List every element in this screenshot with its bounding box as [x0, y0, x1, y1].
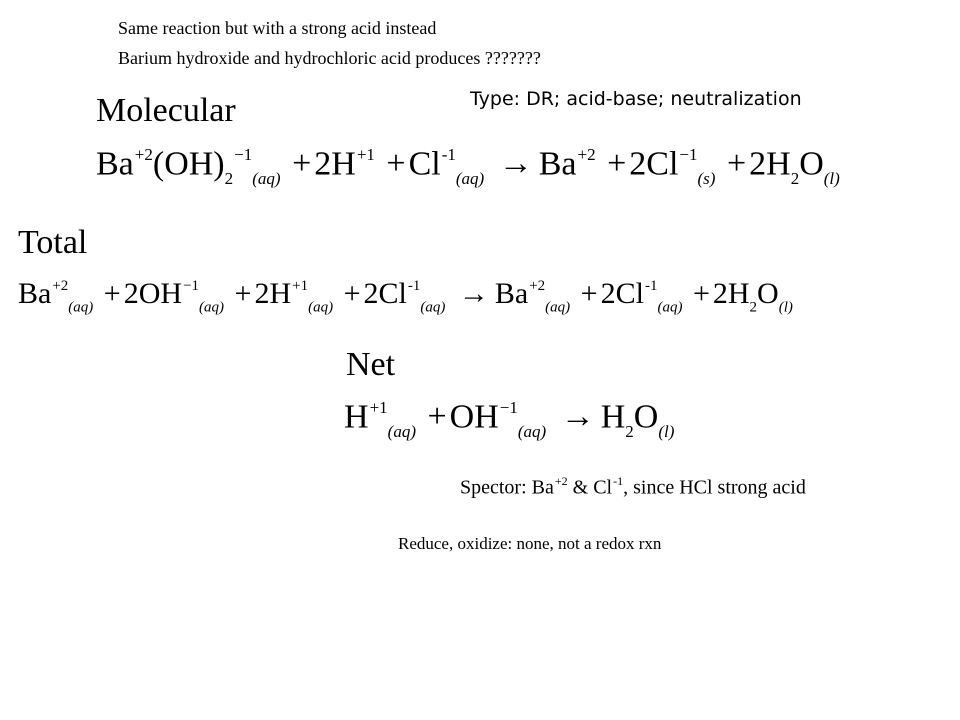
total-cl-2-state: (aq)	[657, 299, 683, 316]
net-water-sub: 2	[625, 421, 634, 441]
total-plus-3: +	[343, 277, 361, 310]
molecular-equation	[96, 146, 840, 187]
total-plus-1: +	[103, 277, 121, 310]
molecular-cl: Cl	[408, 145, 441, 183]
total-water-sub: 2	[749, 299, 758, 316]
total-heading: Total	[18, 224, 88, 261]
total-ba-charge: +2	[52, 278, 69, 295]
net-heading: Net	[346, 346, 396, 383]
net-h-charge: +1	[369, 398, 388, 417]
molecular-cl-2: 2Cl	[629, 145, 679, 183]
molecular-water-sub: 2	[790, 168, 800, 188]
total-cl: 2Cl	[363, 277, 407, 310]
molecular-heading: Molecular	[96, 92, 236, 129]
molecular-cl-charge: -1	[441, 145, 456, 164]
total-ba-2-charge: +2	[529, 278, 546, 295]
net-water-h: H	[600, 398, 626, 436]
net-h-state: (aq)	[387, 421, 416, 441]
total-h: 2H	[254, 277, 292, 310]
total-plus-4: +	[580, 277, 598, 310]
molecular-oh-group: (OH)	[152, 145, 225, 183]
total-plus-5: +	[692, 277, 710, 310]
spectator-ba-charge: +2	[554, 474, 568, 488]
net-oh-state: (aq)	[517, 421, 547, 441]
total-water-o: O	[757, 277, 779, 310]
molecular-h: 2H	[314, 145, 356, 183]
reaction-type: Type: DR; acid-base; neutralization	[470, 88, 802, 110]
molecular-water-state: (l)	[823, 168, 840, 188]
molecular-plus-3: +	[607, 145, 627, 183]
net-oh: OH	[449, 398, 499, 436]
total-oh: 2OH	[123, 277, 183, 310]
net-oh-charge: −1	[499, 398, 518, 417]
molecular-plus-2: +	[386, 145, 406, 183]
total-cl-state: (aq)	[420, 299, 446, 316]
molecular-ba-2: Ba	[538, 145, 577, 183]
total-ba-state: (aq)	[68, 299, 94, 316]
total-water-h: 2H	[712, 277, 750, 310]
net-water-state: (l)	[658, 421, 675, 441]
total-ba-2: Ba	[494, 277, 529, 310]
total-h-charge: +1	[292, 278, 309, 295]
spectator-amp: & Cl	[567, 476, 613, 499]
total-plus-2: +	[234, 277, 252, 310]
spectator-line	[460, 474, 806, 499]
molecular-cl-2-charge: −1	[679, 145, 698, 164]
total-oh-charge: −1	[183, 278, 200, 295]
total-ba: Ba	[18, 277, 52, 310]
total-cl-2-charge: -1	[644, 278, 658, 295]
intro-line-1: Same reaction but with a strong acid instead	[118, 18, 437, 38]
molecular-oh-count: 2	[224, 168, 234, 188]
molecular-plus-4: +	[726, 145, 747, 183]
molecular-ba: Ba	[96, 145, 134, 183]
molecular-cl-2-state: (s)	[697, 168, 716, 188]
total-equation	[18, 279, 793, 315]
net-arrow: →	[560, 398, 595, 436]
total-arrow: →	[458, 277, 489, 310]
molecular-oh-charge: −1	[234, 145, 253, 164]
total-cl-charge: -1	[407, 278, 421, 295]
molecular-plus-1: +	[292, 145, 312, 183]
net-plus-1: +	[427, 398, 447, 436]
total-oh-state: (aq)	[199, 299, 225, 316]
molecular-ba-charge: +2	[134, 145, 153, 164]
molecular-water-h: 2H	[749, 145, 791, 183]
molecular-cl-state: (aq)	[455, 168, 485, 188]
spectator-cl-charge: -1	[613, 474, 624, 488]
redox-note: Reduce, oxidize: none, not a redox rxn	[398, 534, 662, 553]
molecular-oh-state: (aq)	[252, 168, 281, 188]
spectator-suffix: , since HCl strong acid	[623, 476, 806, 499]
net-equation	[344, 399, 674, 440]
molecular-water-o: O	[799, 145, 824, 183]
total-h-state: (aq)	[308, 299, 334, 316]
molecular-h-charge: +1	[356, 145, 375, 164]
net-water-o: O	[633, 398, 659, 436]
intro-line-2: Barium hydroxide and hydrochloric acid produces ???????	[118, 48, 541, 68]
net-h: H	[344, 398, 369, 436]
spectator-prefix: Spector: Ba	[460, 476, 554, 499]
total-cl-2: 2Cl	[600, 277, 644, 310]
total-ba-2-state: (aq)	[545, 299, 571, 316]
total-water-state: (l)	[778, 299, 793, 316]
molecular-ba-2-charge: +2	[577, 145, 596, 164]
molecular-arrow: →	[498, 145, 533, 183]
